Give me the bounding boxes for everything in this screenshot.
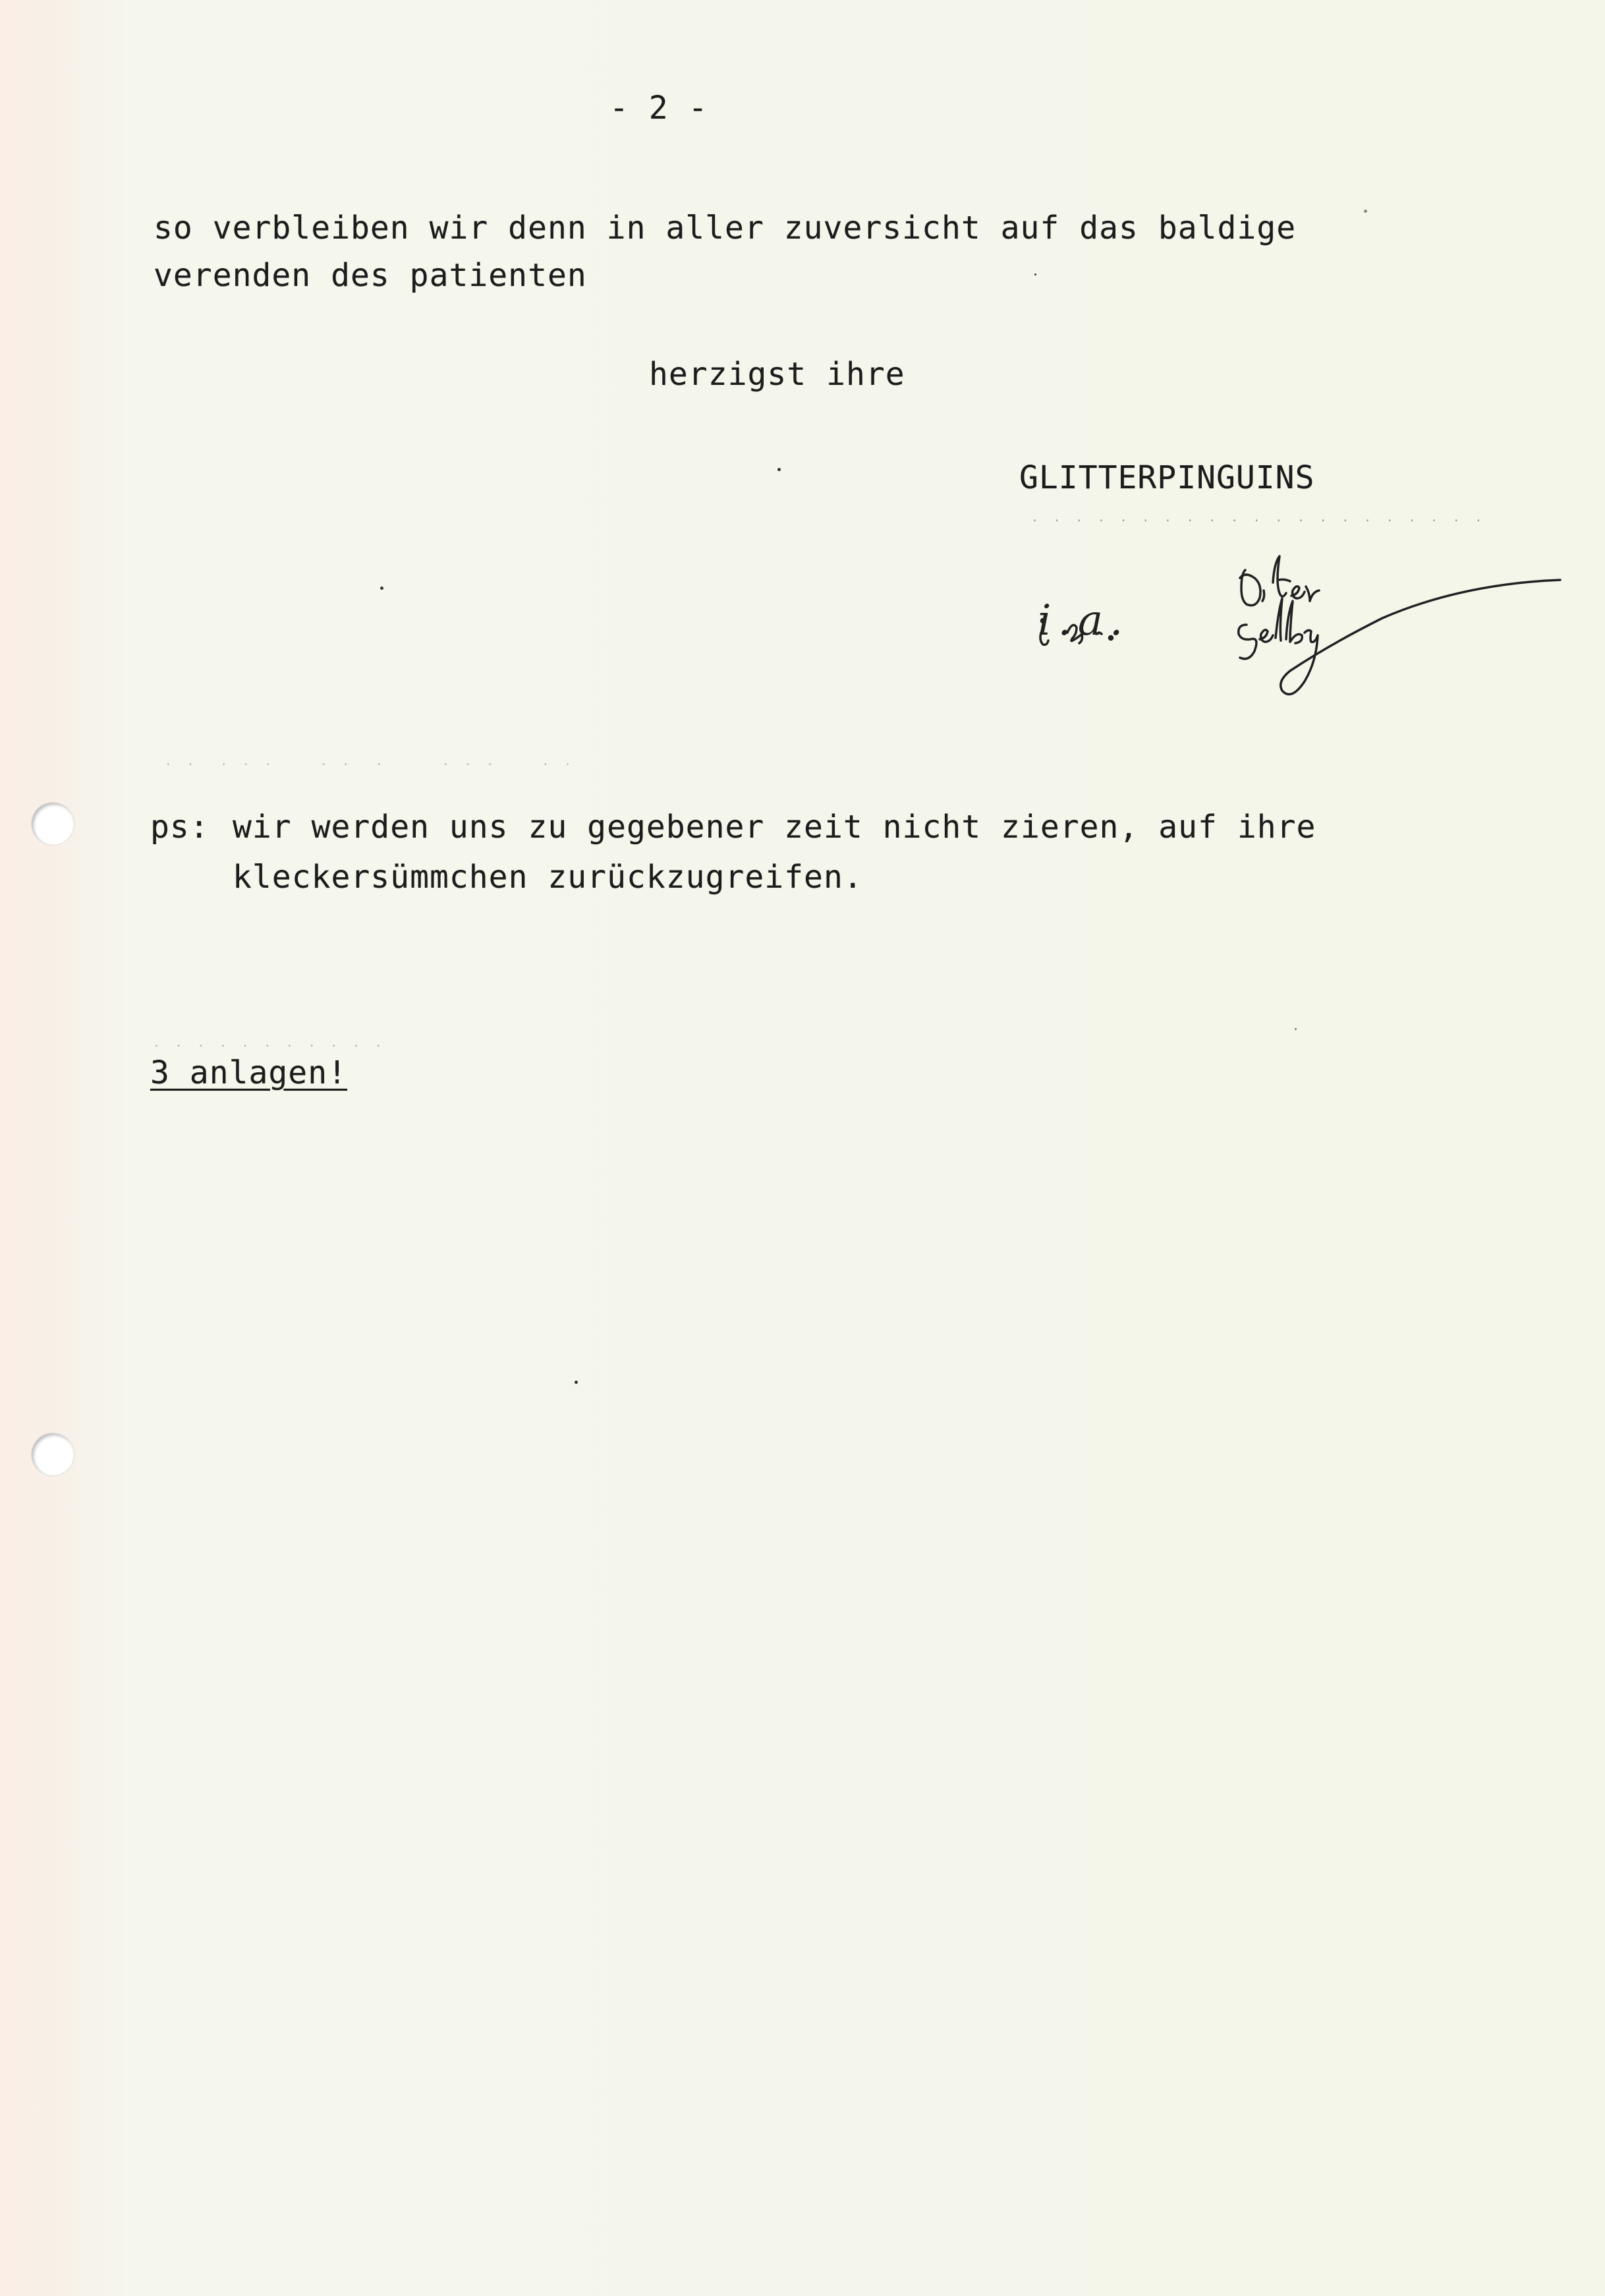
- attachments-dots: . . . . . . . . . . .: [153, 1036, 386, 1050]
- punch-hole-bottom: [32, 1433, 74, 1476]
- punch-hole-top: [32, 803, 74, 845]
- signature-prefix: i.a.: [1038, 596, 1130, 645]
- attachments-note: 3 anlagen!: [150, 1054, 347, 1091]
- paper-speck: [380, 587, 383, 590]
- body-line-1: so verbleiben wir denn in aller zuversicht auf das baldige: [154, 210, 1297, 246]
- closing-phrase: herzigst ihre: [649, 356, 905, 393]
- postscript-label: ps:: [150, 809, 210, 846]
- paper-speck: [777, 468, 781, 471]
- paper-speck: [1034, 273, 1036, 275]
- paper-speck: [1364, 210, 1367, 213]
- postscript-line-1: wir werden uns zu gegebener zeit nicht zieren, auf ihre: [233, 809, 1316, 846]
- postscript-line-2: kleckersümmchen zurückzugreifen.: [233, 859, 863, 896]
- separator-dots: . . . . . . . . . . . . .: [165, 755, 575, 768]
- body-line-2: verenden des patienten: [154, 257, 587, 294]
- sender-name: GLITTERPINGUINS: [1019, 459, 1315, 496]
- page-number: - 2 -: [609, 90, 708, 127]
- paper-speck: [1295, 1028, 1297, 1030]
- signature-dotted-line: . . . . . . . . . . . . . . . . . . . . .: [1031, 511, 1486, 525]
- paper-speck: [575, 1381, 578, 1384]
